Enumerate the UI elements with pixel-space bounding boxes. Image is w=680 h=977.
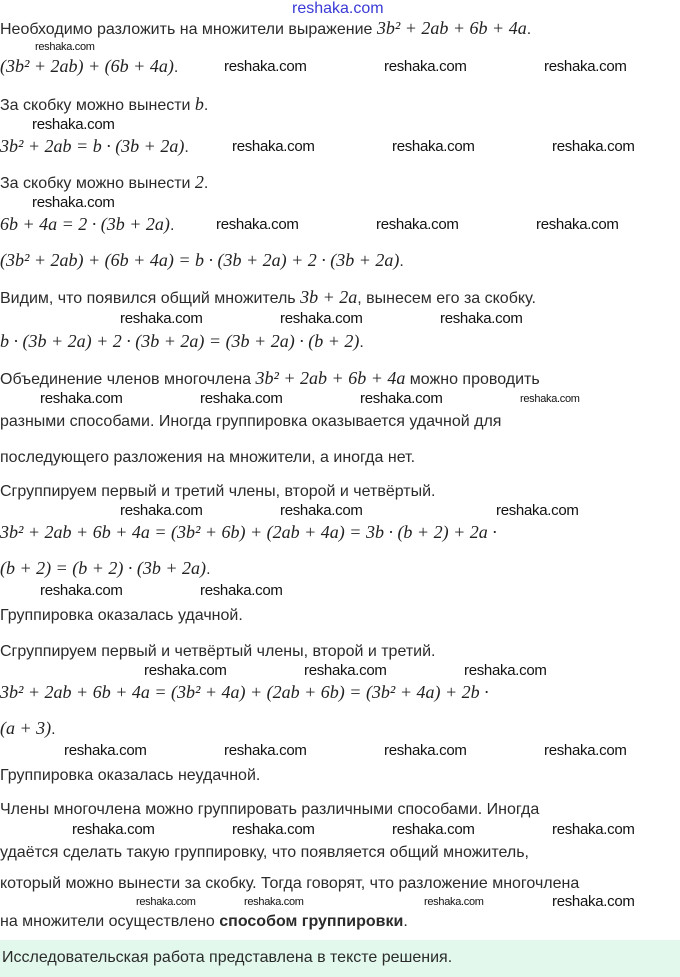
watermark: reshaka.com [32,116,115,133]
watermark: reshaka.com [392,821,475,838]
watermark: reshaka.com [32,194,115,211]
math-expression: (3b² + 2ab) + (6b + 4a) = b · (3b + 2a) + 2 · (3b + 2a) [0,250,400,270]
line-text-end: , вынесем его за скобку. [357,290,536,307]
watermark: reshaka.com [40,390,123,407]
solution-line [0,94,208,116]
solution-line [0,172,208,194]
watermark: reshaka.com [200,390,283,407]
line-text: разными способами. Иногда группировка оказывается удачной для [0,413,502,430]
math-expression: 2 [194,172,204,192]
watermark: reshaka.com [384,58,467,75]
watermark: reshaka.com [224,742,307,759]
math-expression: (a + 3) [0,718,52,738]
line-text: Сгруппируем первый и третий члены, второй и четвёртый. [0,483,436,500]
solution-line [0,18,531,40]
math-expression: 3b² + 2ab + 6b + 4a [376,18,527,38]
solution-line [0,640,435,662]
line-text-end: можно проводить [405,371,540,388]
solution-line [0,287,536,309]
solution-line [0,604,243,626]
watermark: reshaka.com [232,138,315,155]
watermark: reshaka.com [552,893,635,910]
line-text-end: . [203,97,209,114]
watermark: reshaka.com [64,742,147,759]
watermark: reshaka.com [496,502,579,519]
watermark: reshaka.com [216,216,299,233]
watermark: reshaka.com [552,138,635,155]
conclusion-box [0,940,680,977]
solution-line [0,136,189,158]
line-text-end: . [169,217,175,234]
math-expression: (3b² + 2ab) + (6b + 4a) [0,56,174,76]
watermark: reshaka.com [440,310,523,327]
line-text-end: . [206,561,211,578]
watermark: reshaka.com [536,216,619,233]
watermark: reshaka.com [544,742,627,759]
watermark: reshaka.com [244,896,304,908]
solution-line [0,558,211,580]
math-expression: b · (3b + 2a) + 2 · (3b + 2a) = (3b + 2a) · (b + 2) [0,331,360,351]
watermark: reshaka.com [384,742,467,759]
solution-line [0,214,174,236]
line-text: Группировка оказалась удачной. [0,607,243,624]
math-expression: 3b² + 2ab + 6b + 4a = (3b² + 4a) + (2ab + 6b) = (3b² + 4a) + 2b · [0,682,489,702]
solution-line [0,798,539,820]
line-text-end: . [526,21,532,38]
solution-line [0,764,260,786]
line-text-end: . [399,253,404,270]
solution-line [0,250,404,272]
solution-line [0,331,364,353]
solution-line [0,718,56,740]
line-text-end: . [184,139,189,156]
solution-line [0,410,501,432]
watermark: reshaka.com [224,58,307,75]
math-expression: 6b + 4a = 2 · (3b + 2a) [0,214,170,234]
line-text: За скобку можно вынести [0,175,195,192]
watermark: reshaka.com [552,821,635,838]
line-text: Сгруппируем первый и четвёртый члены, второй и третий. [0,643,436,660]
line-text: Видим, что появился общий множитель [0,290,301,307]
line-text: Группировка оказалась неудачной. [0,767,261,784]
line-text: удаётся сделать такую группировку, что появляется общий множитель, [0,844,529,861]
watermark: reshaka.com [376,216,459,233]
watermark: reshaka.com [392,138,475,155]
solution-line-final [0,912,408,932]
line-text: Объединение членов многочлена [0,371,256,388]
watermark: reshaka.com [120,310,203,327]
watermark: reshaka.com [200,582,283,599]
watermark: reshaka.com [360,390,443,407]
solution-line [0,841,529,863]
watermark: reshaka.com [120,502,203,519]
watermark: reshaka.com [464,662,547,679]
math-expression: 3b² + 2ab + 6b + 4a [255,368,406,388]
line-text-end: . [403,913,408,930]
key-term: способом группировки [219,913,404,930]
watermark: reshaka.com [136,896,196,908]
watermark: reshaka.com [304,662,387,679]
watermark: reshaka.com [520,393,580,405]
watermark: reshaka.com [280,502,363,519]
line-text: на множители осуществлено [0,913,220,930]
line-text: последующего разложения на множители, а иногда нет. [0,449,416,466]
line-text: Необходимо разложить на множители выражение [0,21,377,38]
header-watermark-link[interactable]: reshaka.com [292,0,384,17]
line-text-end: . [51,721,56,738]
watermark: reshaka.com [544,58,627,75]
solution-line [0,872,579,894]
line-text-end: . [203,175,209,192]
solution-line [0,480,435,502]
line-text: За скобку можно вынести [0,97,195,114]
watermark: reshaka.com [144,662,227,679]
line-text-end: . [359,334,364,351]
solution-line [0,56,178,78]
solution-line [0,446,415,468]
line-text: Члены многочлена можно группировать различными способами. Иногда [0,801,540,818]
watermark: reshaka.com [72,821,155,838]
math-expression: 3b² + 2ab + 6b + 4a = (3b² + 6b) + (2ab + 4a) = 3b · (b + 2) + 2a · [0,522,497,542]
solution-line [0,368,540,390]
watermark: reshaka.com [232,821,315,838]
solution-line [0,522,497,544]
solution-line [0,682,489,704]
watermark: reshaka.com [35,41,95,53]
watermark: reshaka.com [424,896,484,908]
line-text: который можно вынести за скобку. Тогда говорят, что разложение многочлена [0,875,580,892]
math-expression: b [194,94,204,114]
conclusion-text: Исследовательская работа представлена в тексте решения. [2,949,453,966]
math-expression: (b + 2) = (b + 2) · (3b + 2a) [0,558,207,578]
math-expression: 3b² + 2ab = b · (3b + 2a) [0,136,185,156]
math-expression: 3b + 2a [300,287,358,307]
watermark: reshaka.com [280,310,363,327]
line-text-end: . [173,59,179,76]
watermark: reshaka.com [40,582,123,599]
